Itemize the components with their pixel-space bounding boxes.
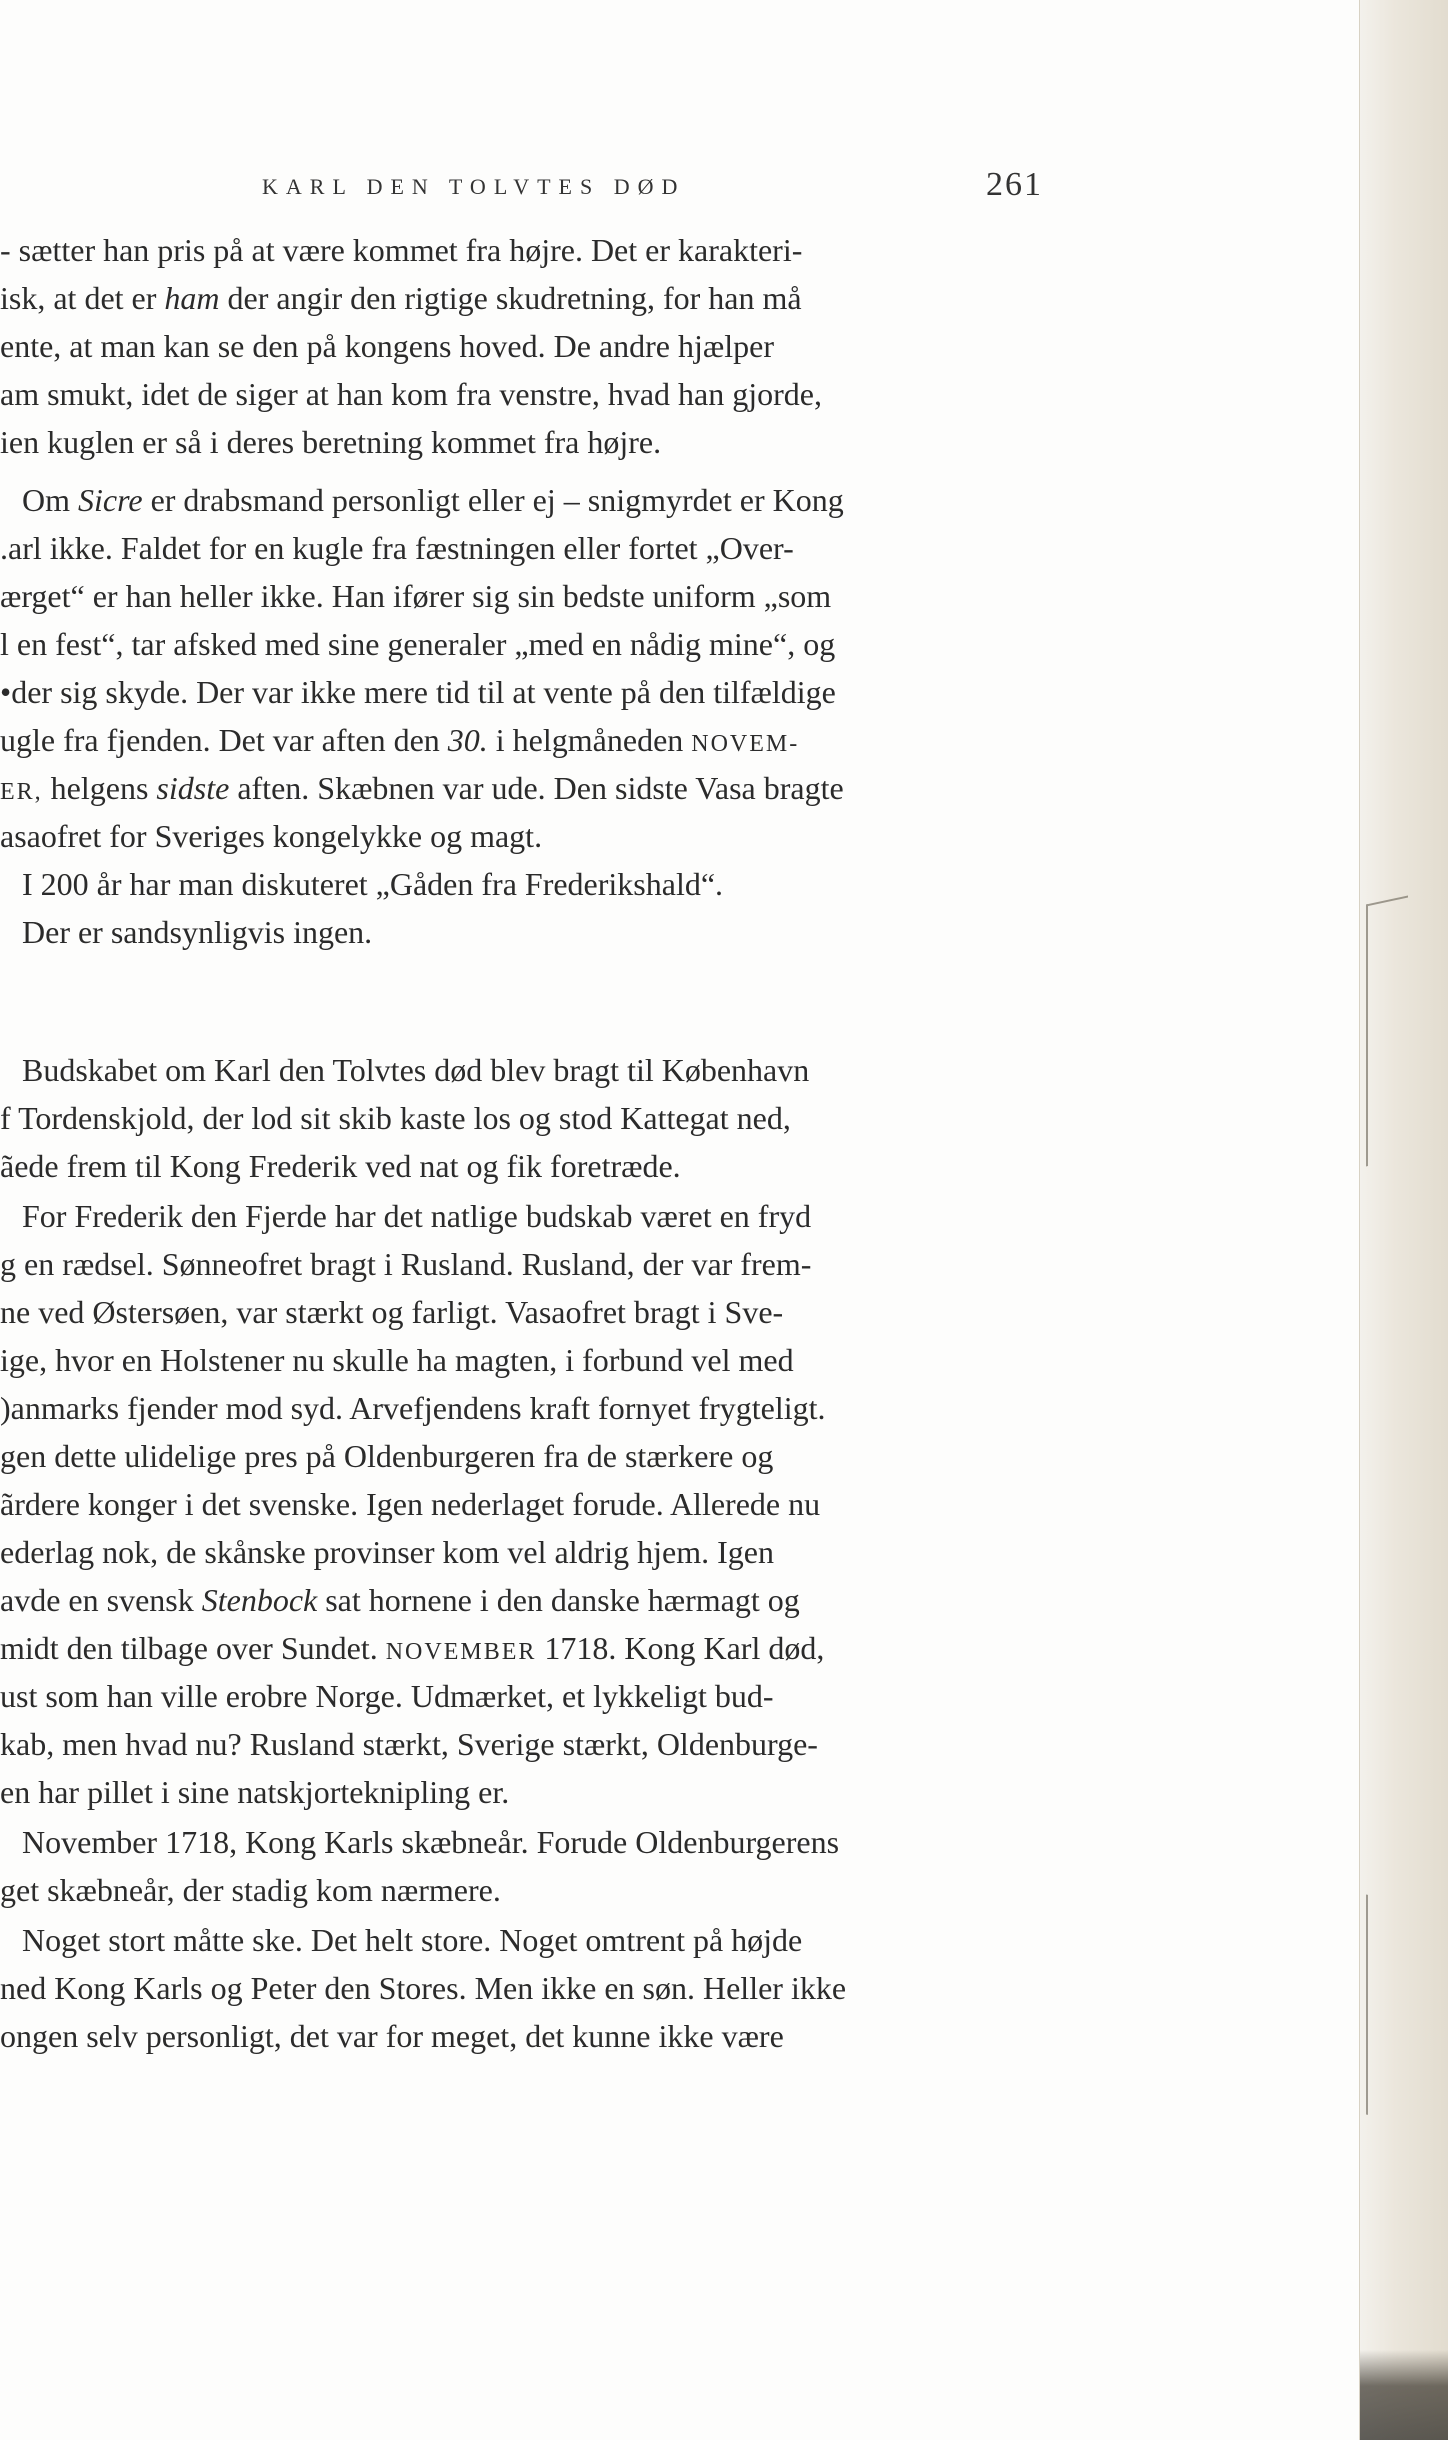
text-line: ongen selv personligt, det var for meget, det kunne ikke være (0, 2018, 784, 2054)
text-line: asaofret for Sveriges kongelykke og magt. (0, 818, 543, 854)
text-line: For Frederik den Fjerde har det natlige budskab været en fryd (22, 1198, 812, 1234)
text-line: ust som han ville erobre Norge. Udmærket, et lykkeligt bud- (0, 1678, 774, 1714)
page-edge-base (1360, 2350, 1448, 2440)
text-line: f Tordenskjold, der lod sit skib kaste los og stod Kattegat ned, (0, 1100, 791, 1136)
text-line: )anmarks fjender mod syd. Arvefjendens kraft fornyet frygteligt. (0, 1390, 826, 1426)
text-line: am smukt, idet de siger at han kom fra venstre, hvad han gjorde, (0, 376, 822, 412)
text-line: ige, hvor en Holstener nu skulle ha magten, i forbund vel med (0, 1342, 794, 1378)
text-line: ne ved Østersøen, var stærkt og farligt. Vasaofret bragt i Sve- (0, 1294, 784, 1330)
text-line: November 1718, Kong Karls skæbneår. Forude Oldenburgerens (22, 1824, 840, 1860)
text-line: en har pillet i sine natskjorteknipling er. (0, 1774, 510, 1810)
page-number: 261 (986, 166, 1043, 203)
text-line: l en fest“, tar afsked med sine generaler „med en nådig mine“, og (0, 626, 836, 662)
text-line: ãrdere konger i det svenske. Igen nederlaget forude. Allerede nu (0, 1486, 821, 1522)
text-line: gen dette ulidelige pres på Oldenburgeren fra de stærkere og (0, 1438, 774, 1474)
chapter-title: KARL DEN TOLVTES DØD (262, 174, 686, 199)
text-line: Der er sandsynligvis ingen. (22, 914, 373, 950)
text-line: I 200 år har man diskuteret „Gåden fra Frederikshald“. (22, 866, 724, 902)
text-line: midt den tilbage over Sundet. NOVEMBER 1718. Kong Karl død, (0, 1630, 825, 1666)
page-edge-fold (1366, 896, 1408, 1167)
text-line: avde en svensk Stenbock sat hornene i den danske hærmagt og (0, 1582, 800, 1618)
text-line: g en rædsel. Sønneofret bragt i Rusland. Rusland, der var frem- (0, 1246, 812, 1282)
text-line: kab, men hvad nu? Rusland stærkt, Sverige stærkt, Oldenburge- (0, 1726, 818, 1762)
text-line: ugle fra fjenden. Det var aften den 30. i helgmåneden NOVEM- (0, 722, 800, 758)
text-line: •der sig skyde. Der var ikke mere tid til at vente på den tilfældige (0, 674, 836, 710)
text-line: ien kuglen er så i deres beretning kommet fra højre. (0, 424, 662, 460)
text-line: Noget stort måtte ske. Det helt store. Noget omtrent på højde (22, 1922, 803, 1958)
text-line: .arl ikke. Faldet for en kugle fra fæstningen eller fortet „Over- (0, 530, 794, 566)
text-line: ærget“ er han heller ikke. Han ifører sig sin bedste uniform „som (0, 578, 832, 614)
text-line: Om Sicre er drabsmand personligt eller ej – snigmyrdet er Kong (22, 482, 844, 518)
page-edge-fold (1366, 1895, 1428, 2126)
text-line: - sætter han pris på at være kommet fra højre. Det er karakteri- (0, 232, 803, 268)
text-line: ente, at man kan se den på kongens hoved. De andre hjælper (0, 328, 774, 364)
text-line: isk, at det er ham der angir den rigtige skudretning, for han må (0, 280, 802, 316)
text-line: get skæbneår, der stadig kom nærmere. (0, 1872, 501, 1908)
text-line: ER, helgens sidste aften. Skæbnen var ude. Den sidste Vasa bragte (0, 770, 844, 806)
text-line: Budskabet om Karl den Tolvtes død blev bragt til København (22, 1052, 810, 1088)
text-line: ned Kong Karls og Peter den Stores. Men ikke en søn. Heller ikke (0, 1970, 847, 2006)
running-header (0, 164, 1100, 204)
page-edge-shadow (1359, 0, 1448, 2440)
text-line: ãede frem til Kong Frederik ved nat og fik foretræde. (0, 1148, 681, 1184)
text-line: ederlag nok, de skånske provinser kom vel aldrig hjem. Igen (0, 1534, 774, 1570)
